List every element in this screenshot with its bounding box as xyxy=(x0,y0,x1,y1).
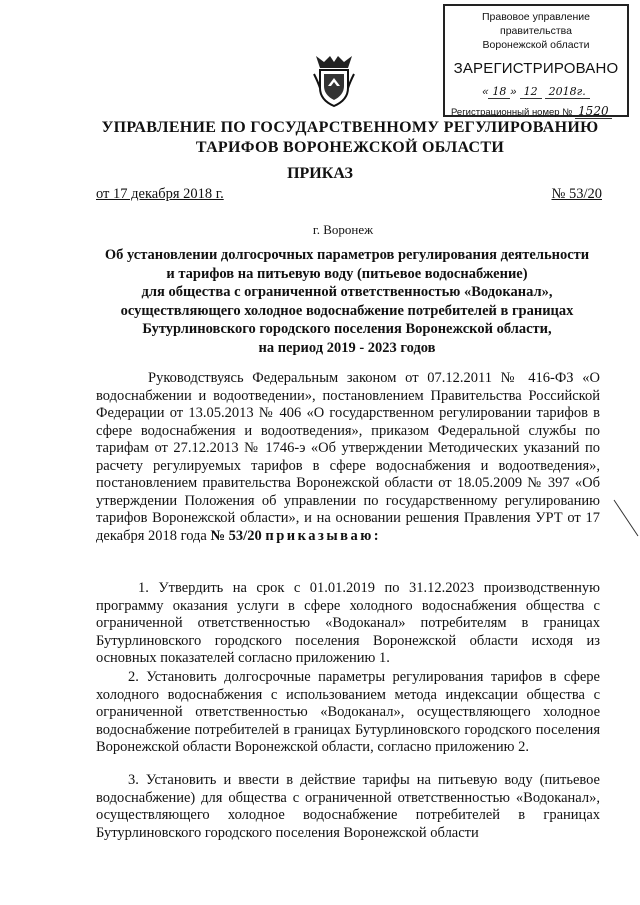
document-date: от 17 декабря 2018 г. xyxy=(96,186,224,202)
document-subject xyxy=(92,246,602,357)
document-type: ПРИКАЗ xyxy=(287,165,353,182)
stamp-year: 2018г. xyxy=(545,85,590,99)
document-city: г. Воронеж xyxy=(312,222,374,237)
organization-title xyxy=(80,118,620,158)
stamp-quote-open: « xyxy=(482,86,489,98)
registration-stamp xyxy=(443,4,629,117)
stamp-org-line2: Воронежской области xyxy=(482,39,590,51)
stamp-quote-close: » xyxy=(510,86,517,98)
preamble-text: Руководствуясь Федеральным законом от 07.12.2011 № 416-ФЗ «О водоснабжении и водоотведении», постановлением Правительства Российской Федерации от 13.05.2013 № 406 «О государственном регулировании тарифов в сфере водоснабжения и водоотведения», приказом Федеральной службы по тарифам от 27.12.2013 № 1746-э «Об утверждении Методических указаний по расчету регулируемых тарифов в сфере водоснабжения и водоотведения», постановлением правительства Воронежской области от 18.05.2009 № 397 «Об утверждении Положения об управлении по государственному регулированию тарифов Воронежской области», и на основании решения Правления УРТ от 17 декабря 2018 года xyxy=(96,370,600,544)
stamp-reg-number xyxy=(445,104,627,118)
stamp-month: 12 xyxy=(520,85,542,99)
stamp-org-line1: Правовое управление правительства xyxy=(481,11,590,37)
stamp-registered-label: ЗАРЕГИСТРИРОВАНО xyxy=(453,60,619,77)
stamp-reg-value: 1520 xyxy=(575,104,612,119)
subject-line3: для общества с ограниченной ответственностью «Водоканал», xyxy=(141,284,553,300)
stamp-reg-label: Регистрационный номер № xyxy=(451,107,573,118)
preamble-paragraph xyxy=(96,370,600,545)
order-word: приказываю: xyxy=(265,527,382,544)
subject-line4: осуществляющего холодное водоснабжение потребителей в границах xyxy=(120,302,574,319)
stamp-org xyxy=(445,10,627,52)
preamble-number: № 53/20 xyxy=(210,527,262,544)
organization-title-line2: ТАРИФОВ ВОРОНЕЖСКОЙ ОБЛАСТИ xyxy=(195,139,505,156)
document-number: № 53/20 xyxy=(551,186,602,202)
subject-line6: на период 2019 - 2023 годов xyxy=(258,339,436,356)
subject-line1: Об установлении долгосрочных параметров регулирования деятельности xyxy=(104,247,590,263)
stamp-day: 18 xyxy=(488,85,510,99)
order-item-2: 2. Установить долгосрочные параметры регулирования тарифов в сфере холодного водоснабжения с использованием метода индексации общества с ограниченной ответственностью «Водоканал», осуществляющего холодное водоснабжение потребителей в границах Бутурлиновского городского поселения Воронежской области Воронежской области, согласно приложению 2. xyxy=(96,669,600,755)
subject-line5: Бутурлиновского городского поселения Воронежской области, xyxy=(142,321,552,337)
subject-line2: и тарифов на питьевую воду (питьевое водоснабжение) xyxy=(166,265,528,282)
order-item-3: 3. Установить и ввести в действие тарифы на питьевую воду (питьевое водоснабжение) для общества с ограниченной ответственностью «Водоканал», осуществляющего холодное водоснабжение потребителей в границах Бутурлиновского городского поселения Воронежской области xyxy=(96,772,600,841)
stamp-date xyxy=(445,85,627,98)
coat-of-arms-icon xyxy=(312,52,356,108)
margin-mark xyxy=(612,498,640,538)
organization-title-line1: УПРАВЛЕНИЕ ПО ГОСУДАРСТВЕННОМУ РЕГУЛИРОВАНИЮ xyxy=(101,119,599,136)
order-item-1: 1. Утвердить на срок с 01.01.2019 по 31.12.2023 производственную программу оказания услуги в сфере холодного водоснабжения общества с ограниченной ответственностью «Водоканал» потребителям в границах Бутурлиновского городского поселения Воронежской области исходя из основных показателей согласно приложению 1. xyxy=(96,580,600,666)
